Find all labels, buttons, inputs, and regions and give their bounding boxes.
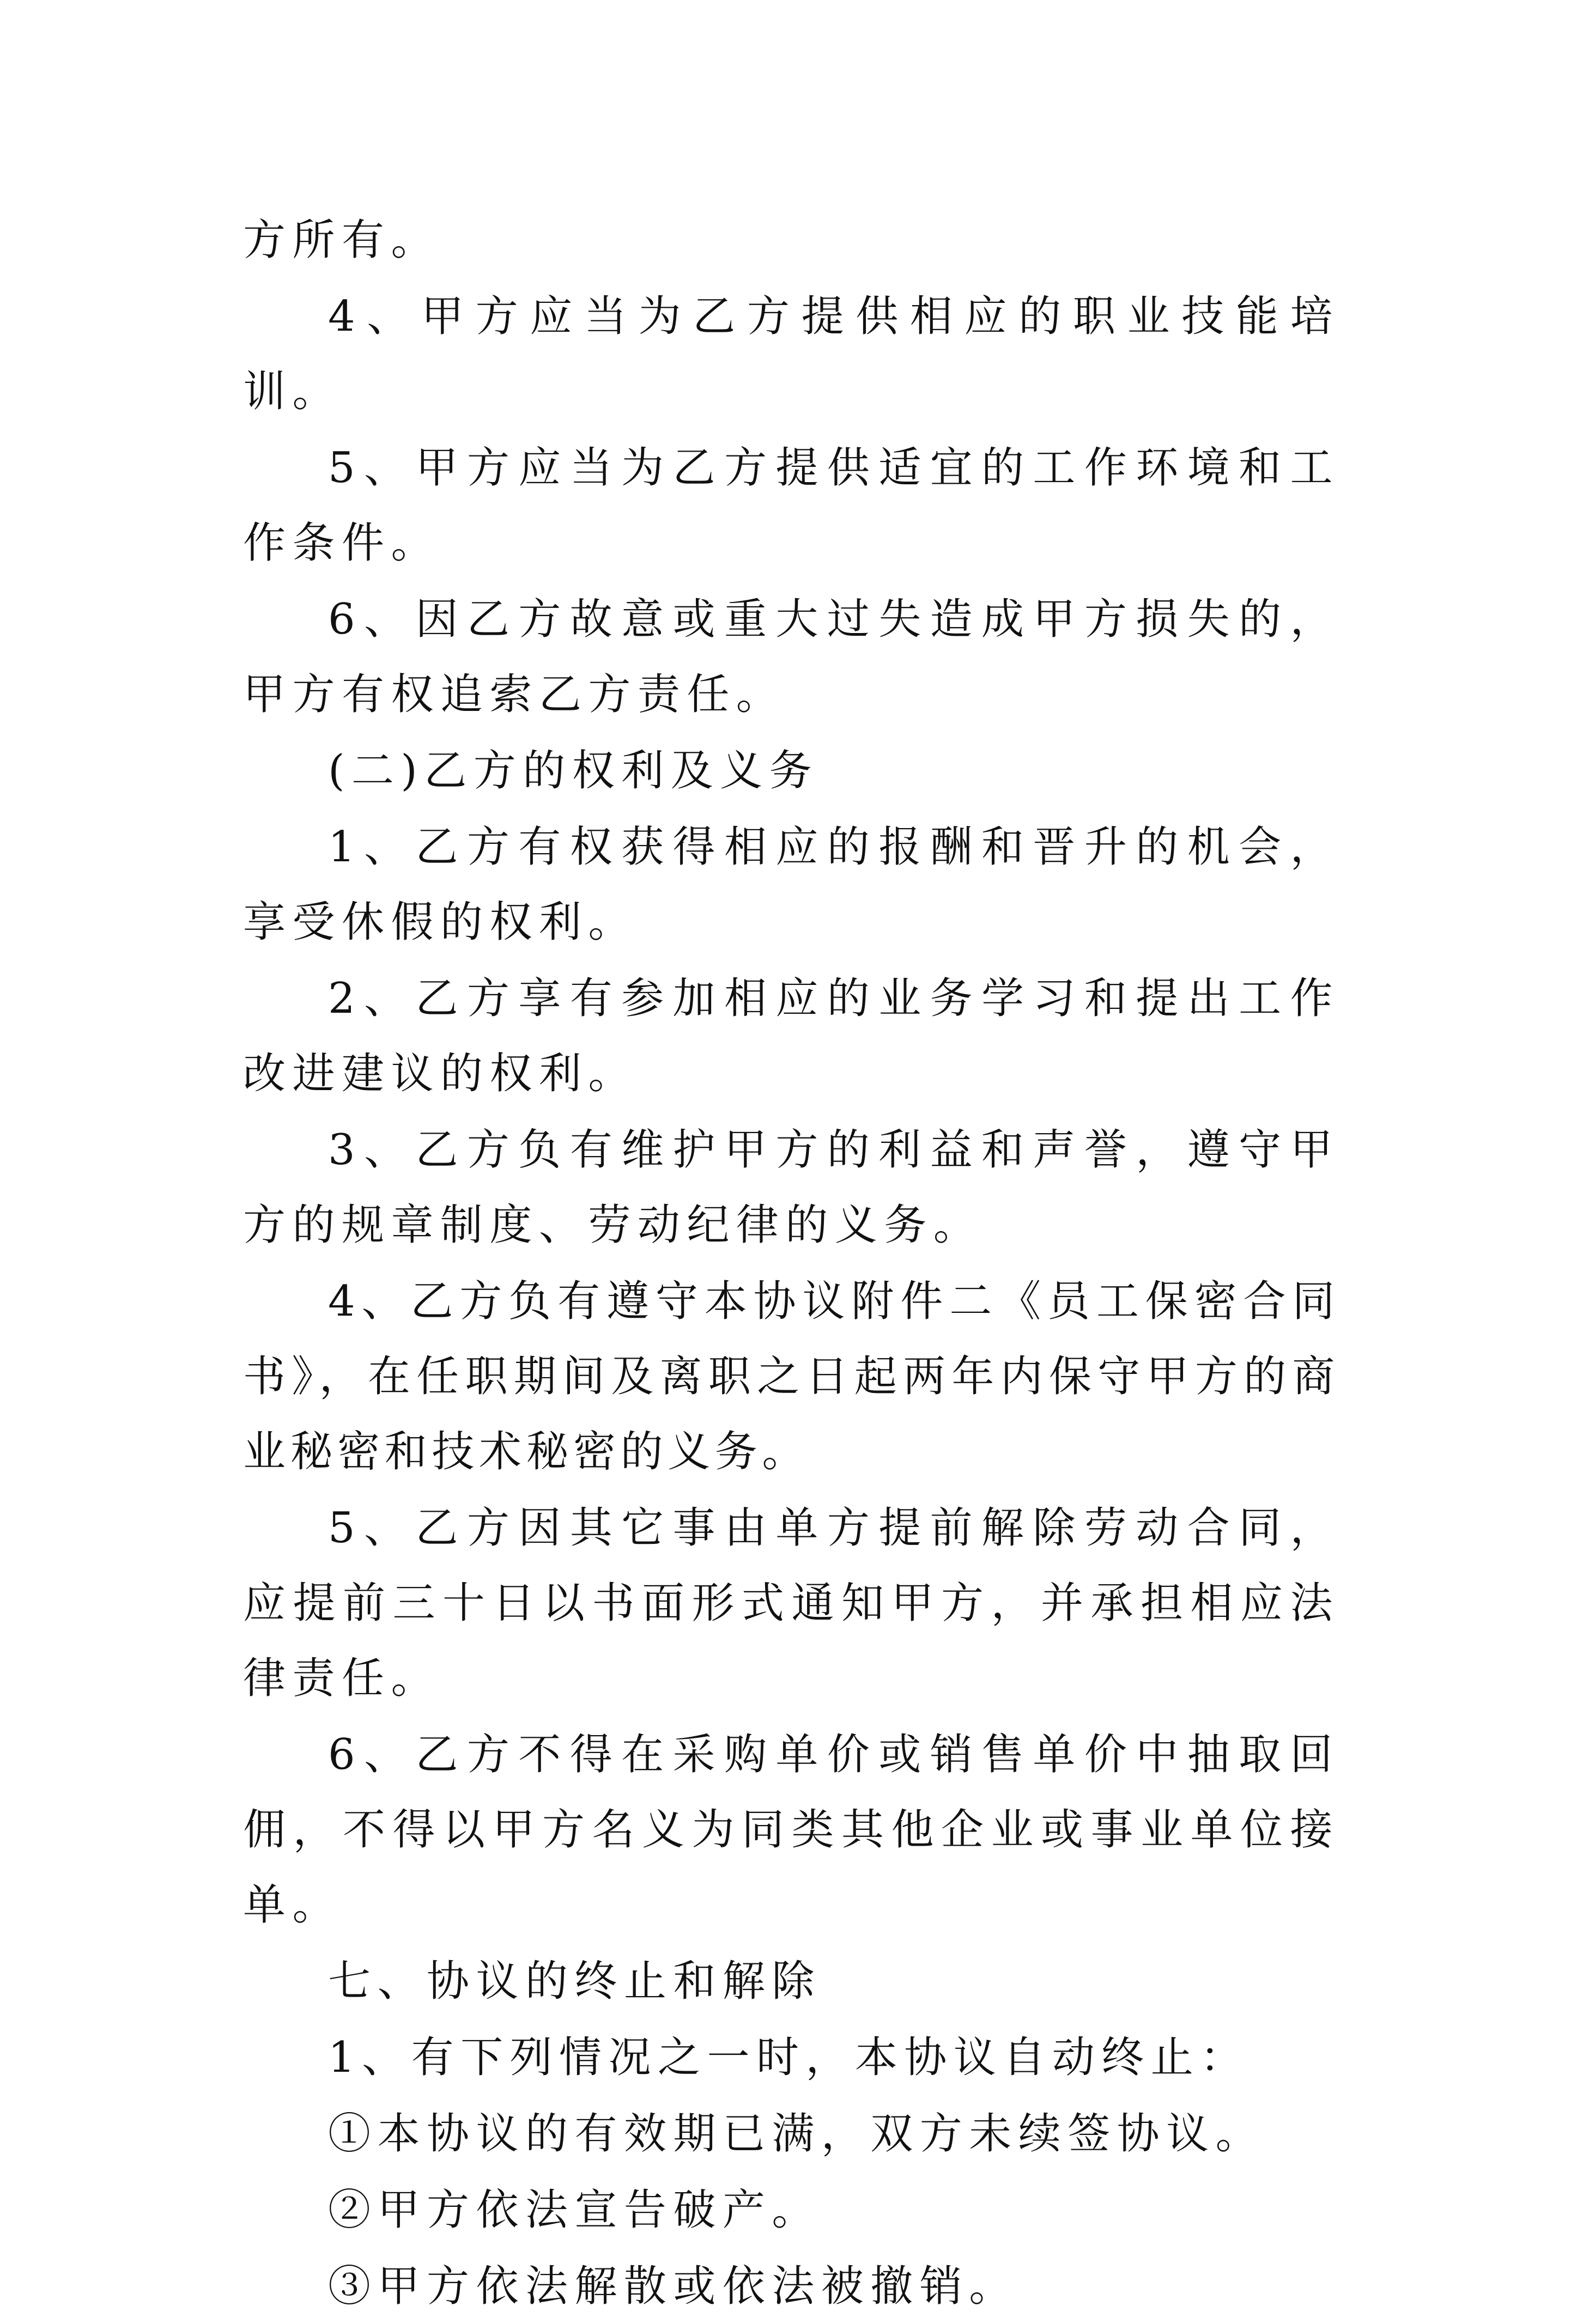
- paragraph-b-item-3: 3、乙方负有维护甲方的利益和声誉，遵守甲方的规章制度、劳动纪律的义务。: [243, 1126, 1339, 1250]
- section-heading-termination: 七、协议的终止和解除: [328, 1957, 821, 2006]
- paragraph-item-5-environment: 5、甲方应当为乙方提供适宜的工作环境和工作条件。: [243, 443, 1339, 568]
- document-body: [243, 203, 1339, 2324]
- list-item-circled-2: ②甲方依法宣告破产。: [328, 2186, 821, 2235]
- paragraph-b-item-6: 6、乙方不得在采购单价或销售单价中抽取回佣，不得以甲方名义为同类其他企业或事业单位接单。: [243, 1730, 1339, 1930]
- list-item-circled-1: ①本协议的有效期已满，双方未续签协议。: [328, 2109, 1265, 2158]
- list-item-circled-3: ③甲方依法解散或依法被撤销。: [328, 2262, 1018, 2311]
- paragraph-item-4-training: 4、甲方应当为乙方提供相应的职业技能培训。: [243, 292, 1339, 416]
- paragraph-b-item-5: 5、乙方因其它事由单方提前解除劳动合同，应提前三十日以书面形式通知甲方，并承担相应法律责任。: [243, 1504, 1339, 1703]
- paragraph-b-item-2: 2、乙方享有参加相应的业务学习和提出工作改进建议的权利。: [243, 974, 1339, 1098]
- paragraph-b-item-1: 1、乙方有权获得相应的报酬和晋升的机会，享受休假的权利。: [243, 823, 1339, 947]
- paragraph-termination-item-1: 1、有下列情况之一时，本协议自动终止：: [328, 2033, 1250, 2082]
- section-heading-party-b-rights: (二)乙方的权利及义务: [328, 746, 819, 795]
- paragraph-item-6-liability: 6、因乙方故意或重大过失造成甲方损失的，甲方有权追索乙方责任。: [243, 595, 1339, 719]
- paragraph-b-item-4: 4、乙方负有遵守本协议附件二《员工保密合同书》，在任职期间及离职之日起两年内保守甲方的商业秘密和技术秘密的义务。: [243, 1277, 1339, 1476]
- paragraph-continuation: 方所有。: [243, 216, 440, 265]
